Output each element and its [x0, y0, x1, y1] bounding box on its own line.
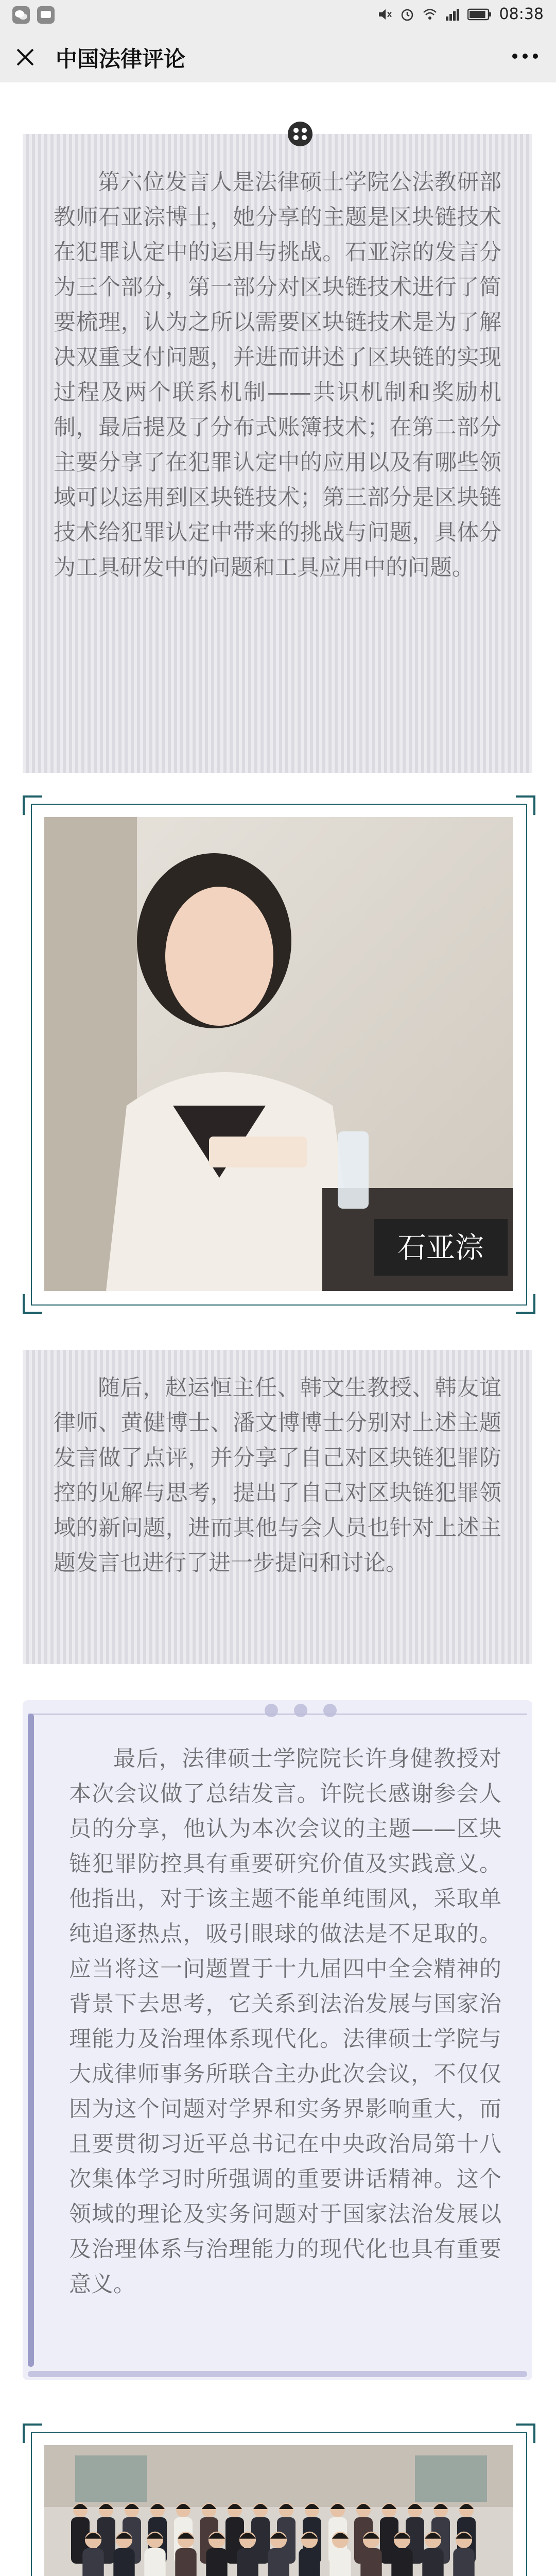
group-person — [175, 2532, 196, 2576]
group-person — [82, 2532, 103, 2576]
mute-icon — [377, 7, 392, 22]
photo-frame-1 — [31, 804, 527, 1306]
status-notifications — [12, 6, 55, 24]
status-bar — [0, 0, 556, 31]
message-icon — [37, 6, 55, 24]
more-icon[interactable] — [510, 48, 541, 64]
group-photo — [44, 2445, 513, 2576]
group-person — [329, 2532, 351, 2576]
alarm-icon — [399, 7, 415, 22]
close-icon[interactable] — [12, 44, 38, 70]
group-person — [360, 2532, 381, 2576]
group-person — [299, 2532, 320, 2576]
group-person — [268, 2532, 289, 2576]
status-time: 08:38 — [499, 5, 544, 23]
group-person — [422, 2532, 443, 2576]
quote-card — [23, 1700, 532, 2380]
dots-badge-icon — [288, 122, 312, 146]
paragraph-card-1 — [23, 134, 532, 773]
speaker-nameplate: 石亚淙 — [397, 1231, 484, 1265]
signal-icon — [445, 7, 460, 22]
group-person — [113, 2532, 134, 2576]
quote-dots-icon — [265, 1700, 337, 1721]
status-indicators — [377, 5, 544, 23]
paragraph-1: 第六位发言人是法律硕士学院公法教研部教师石亚淙博士，她分享的主题是区块链技术在犯罪认定中的运用与挑战。石亚淙的发言分为三个部分，第一部分对区块链技术进行了简要梳理，认为之所以需要区块链技术是为了解决双重支付问题，并进而讲述了区块链的实现过程及两个联系机制——共识机制和奖励机制，最后提及了分布式账簿技术；在第二部分主要分享了在犯罪认定中的应用以及有哪些领域可以运用到区块链技术；第三部分是区块链技术给犯罪认定中带来的挑战与问题，具体分为工具研发中的问题和工具应用中的问题。 — [54, 170, 501, 581]
group-person — [206, 2532, 227, 2576]
speaker-photo — [44, 817, 513, 1291]
group-person — [144, 2532, 165, 2576]
group-person — [237, 2532, 258, 2576]
page-title: 中国法律评论 — [56, 46, 186, 72]
paragraph-3: 最后，法律硕士学院院长许身健教授对本次会议做了总结发言。许院长感谢参会人员的分享，他认为本次会议的主题——区块链犯罪防控具有重要研究价值及实践意义。他指出，对于该主题不能单纯围风，采取单纯追逐热点，吸引眼球的做法是不足取的。应当将这一问题置于十九届四中全会精神的背景下去思考，它关系到法治发展与国家治理能力及治理体系现代化。法律硕士学院与大成律师事务所联合主办此次会议，不仅仅因为这个问题对学界和实务界影响重大，而且要贯彻习近平总书记在中央政治局第十八次集体学习时所强调的重要讲话精神。这个领域的理论及实务问题对于国家法治发展以及治理体系与治理能力的现代化也具有重要意义。 — [69, 1746, 501, 2297]
group-person — [391, 2532, 412, 2576]
photo-frame-2 — [31, 2432, 527, 2576]
group-person — [453, 2532, 474, 2576]
paragraph-2: 随后，赵运恒主任、韩文生教授、韩友谊律师、黄健博士、潘文博博士分别对上述主题发言做了点评，并分享了自己对区块链犯罪防控的见解与思考，提出了自己对区块链犯罪领域的新问题，进而其他与会人员也针对上述主题发言也进行了进一步提问和讨论。 — [54, 1375, 501, 1576]
wechat-icon — [12, 6, 30, 24]
top-nav-bar — [0, 31, 556, 82]
battery-icon — [467, 8, 492, 21]
wifi-icon — [422, 7, 438, 22]
paragraph-card-2 — [23, 1350, 532, 1664]
